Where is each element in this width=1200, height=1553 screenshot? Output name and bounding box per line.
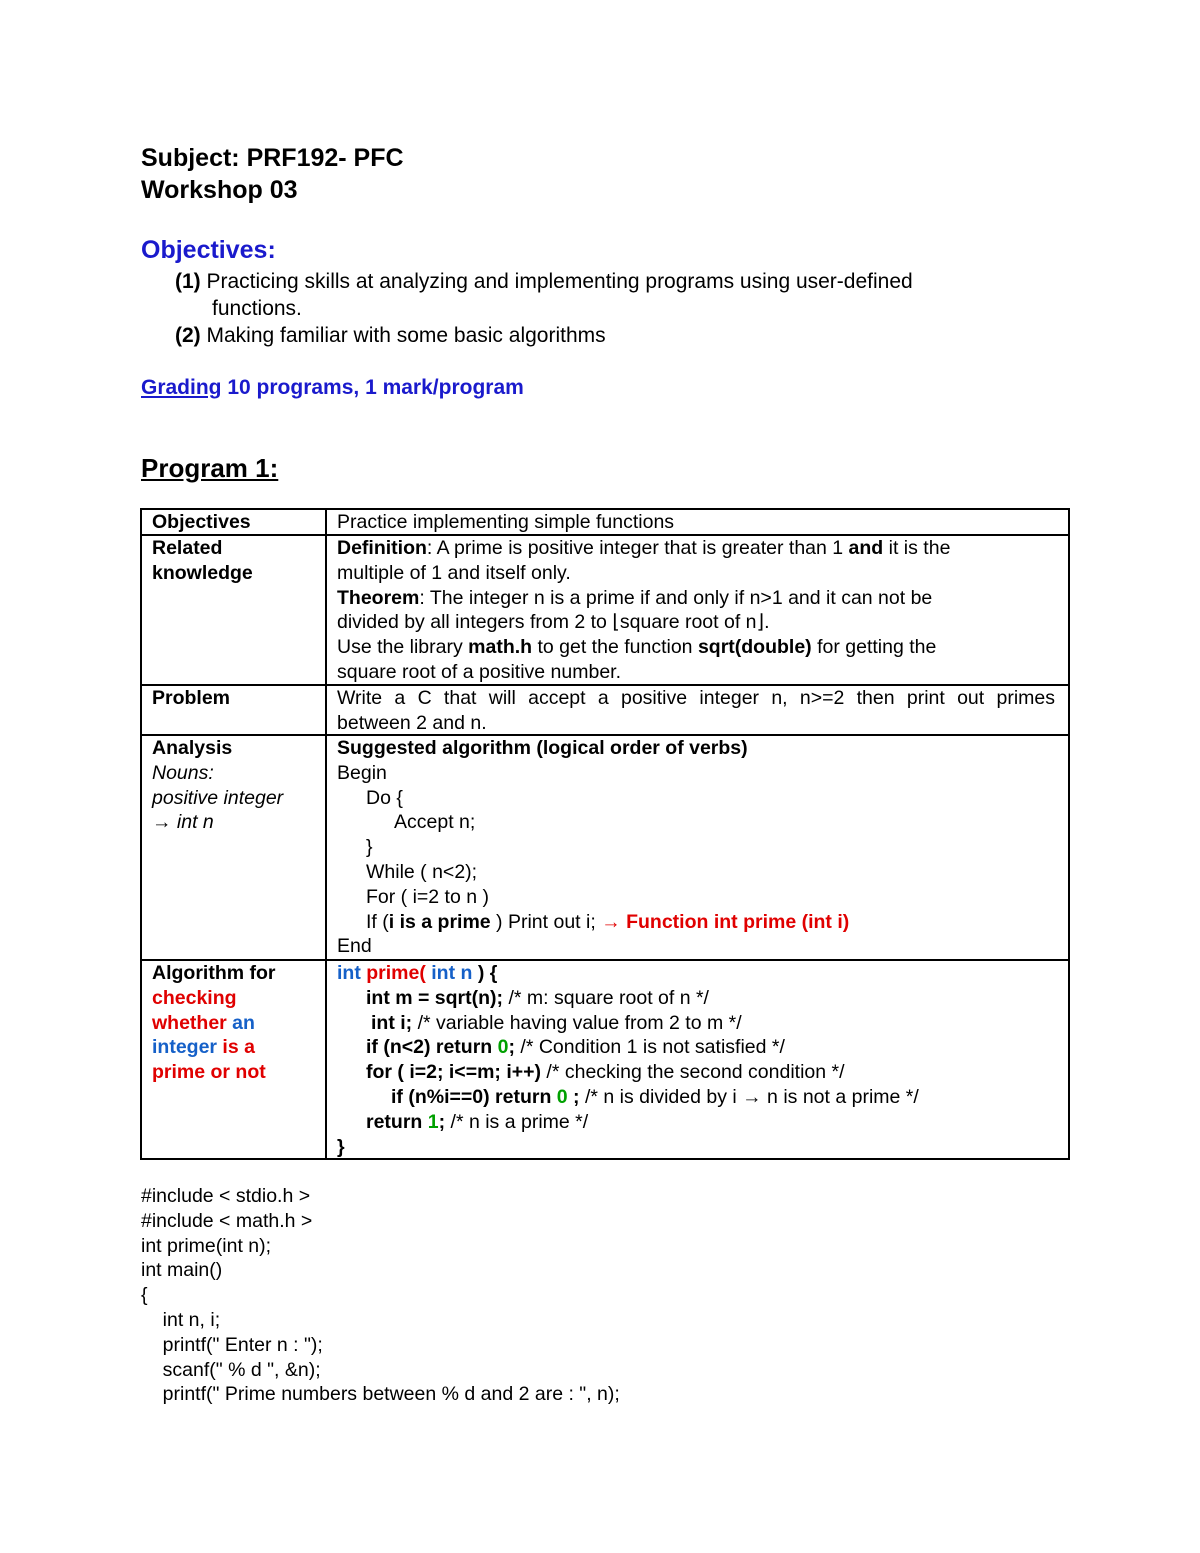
algorithm-line: } [366, 836, 373, 859]
theorem-line: divided by all integers from 2 to ⌊square root of n⌋. [337, 611, 770, 634]
definition-line [337, 536, 950, 561]
label-line: checking [152, 986, 237, 1009]
objective-item-1-continued: functions. [212, 297, 302, 320]
noun-item: → int n [152, 811, 214, 834]
row-label-objectives: Objectives [152, 511, 251, 533]
objective-item-2 [175, 323, 606, 349]
text: prime( [360, 962, 426, 984]
row-label-problem: Problem [152, 687, 231, 709]
code-line [337, 1035, 919, 1060]
text: Use the library [337, 636, 469, 659]
text: i is a prime [388, 910, 491, 933]
theorem-label: Theorem [337, 586, 420, 609]
code-comment: /* Condition 1 is not satisfied */ [515, 1036, 785, 1059]
text: int [337, 962, 361, 984]
nouns-label: Nouns: [152, 761, 214, 784]
objective-number: (2) [175, 324, 201, 347]
row-label-related [152, 536, 253, 586]
table-border [140, 508, 142, 1160]
text: ; [567, 1085, 580, 1108]
definition-line: multiple of 1 and itself only. [337, 561, 571, 584]
text: if (n%i==0) return [391, 1085, 557, 1108]
code-line [337, 1060, 919, 1085]
text: an [226, 1011, 255, 1034]
suggested-algorithm [337, 736, 849, 959]
code-line [337, 961, 919, 986]
objectives-text: Practice implementing simple functions [337, 511, 675, 533]
text: and [848, 537, 884, 559]
text: math.h [468, 636, 533, 659]
grading-label: Grading [141, 376, 222, 399]
code-line [337, 986, 919, 1011]
objective-text: Practicing skills at analyzing and implementing programs using user-defined [200, 270, 913, 293]
grading-text: 10 programs, 1 mark/program [221, 376, 524, 399]
text: to get the function [532, 636, 698, 659]
algorithm-line: For ( i=2 to n ) [366, 885, 489, 908]
objective-item-1 [175, 269, 913, 295]
code-comment: /* variable having value from 2 to m */ [412, 1011, 742, 1034]
text: ; [438, 1110, 446, 1133]
text: for getting the [811, 636, 937, 659]
text: return [366, 1110, 428, 1133]
text: int m = sqrt(n); [366, 986, 504, 1009]
text: If ( [366, 910, 389, 933]
text: ) { [472, 962, 498, 984]
algorithm-line: Accept n; [394, 811, 476, 834]
program-1-table [140, 508, 1070, 1160]
problem-line: Write a C that will accept a positive integer n, n>=2 then print out primes [337, 687, 1055, 709]
function-hint: → Function int prime (int i) [601, 910, 850, 933]
table-border [1068, 508, 1070, 1160]
label-line [152, 1011, 275, 1036]
algorithm-line: Do { [366, 786, 403, 809]
code-line [337, 1011, 919, 1036]
algorithm-heading: Suggested algorithm (logical order of verbs) [337, 737, 748, 759]
text: : The integer n is a prime if and only if n>1 and it can not be [419, 586, 933, 609]
code-line [337, 1085, 919, 1110]
text: int i; [371, 1011, 413, 1034]
label-line: Related [152, 537, 223, 559]
text: for ( i=2; i<=m; i++) [366, 1061, 542, 1084]
library-line [337, 635, 950, 660]
row-label-analysis [152, 736, 283, 835]
text: int n [425, 962, 473, 984]
objective-text: Making familiar with some basic algorithms [200, 324, 606, 347]
text: : A prime is positive integer that is greater than 1 [426, 537, 849, 559]
program-1-heading: Program 1: [141, 453, 279, 483]
text: 0 [556, 1085, 568, 1108]
label-line: knowledge [152, 561, 253, 584]
text: 0 [497, 1036, 509, 1059]
noun-item: positive integer [152, 786, 284, 809]
label-line: prime or not [152, 1061, 266, 1084]
algorithm-line: Begin [337, 761, 387, 784]
problem-text [337, 686, 1055, 736]
code-comment: /* n is divided by i → n is not a prime */ [579, 1085, 919, 1108]
algorithm-line [337, 910, 849, 935]
main-program-code: #include < stdio.h > #include < math.h > int prime(int n); int main() { int n, i; printf(" Enter n : "); scanf(" % d ", &n); printf(" Prime numbers between % d and 2 are : ", n); [141, 1185, 620, 1406]
definition-label: Definition [337, 537, 427, 559]
label-line [152, 1035, 275, 1060]
label-line: Algorithm for [152, 962, 276, 984]
workshop-heading: Workshop 03 [141, 176, 298, 204]
row-label-algorithm [152, 961, 275, 1085]
theorem-line [337, 586, 950, 611]
code-line: } [337, 1135, 345, 1158]
code-comment: /* checking the second condition */ [541, 1061, 845, 1084]
text: it is the [883, 537, 951, 559]
prime-function-code [337, 961, 919, 1159]
grading-line [141, 376, 524, 400]
text: whether [152, 1011, 227, 1034]
objective-number: (1) [175, 270, 201, 293]
subject-heading: Subject: PRF192- PFC [141, 144, 404, 172]
label-line: Analysis [152, 737, 233, 759]
related-knowledge-text [337, 536, 950, 685]
code-comment: /* n is a prime */ [445, 1110, 589, 1133]
text: ; [508, 1036, 515, 1059]
text: ) Print out i; [490, 910, 602, 933]
text: 1 [427, 1110, 439, 1133]
objectives-heading: Objectives: [141, 236, 276, 264]
library-line: square root of a positive number. [337, 660, 621, 683]
code-line [337, 1110, 919, 1135]
code-comment: /* m: square root of n */ [503, 986, 709, 1009]
problem-line: between 2 and n. [337, 711, 487, 734]
text: sqrt(double) [697, 636, 812, 659]
text: is a [217, 1036, 255, 1059]
algorithm-line: While ( n<2); [366, 860, 478, 883]
text: integer [152, 1036, 218, 1059]
table-column-divider [325, 508, 327, 1160]
algorithm-line: End [337, 935, 372, 958]
text: if (n<2) return [366, 1036, 498, 1059]
